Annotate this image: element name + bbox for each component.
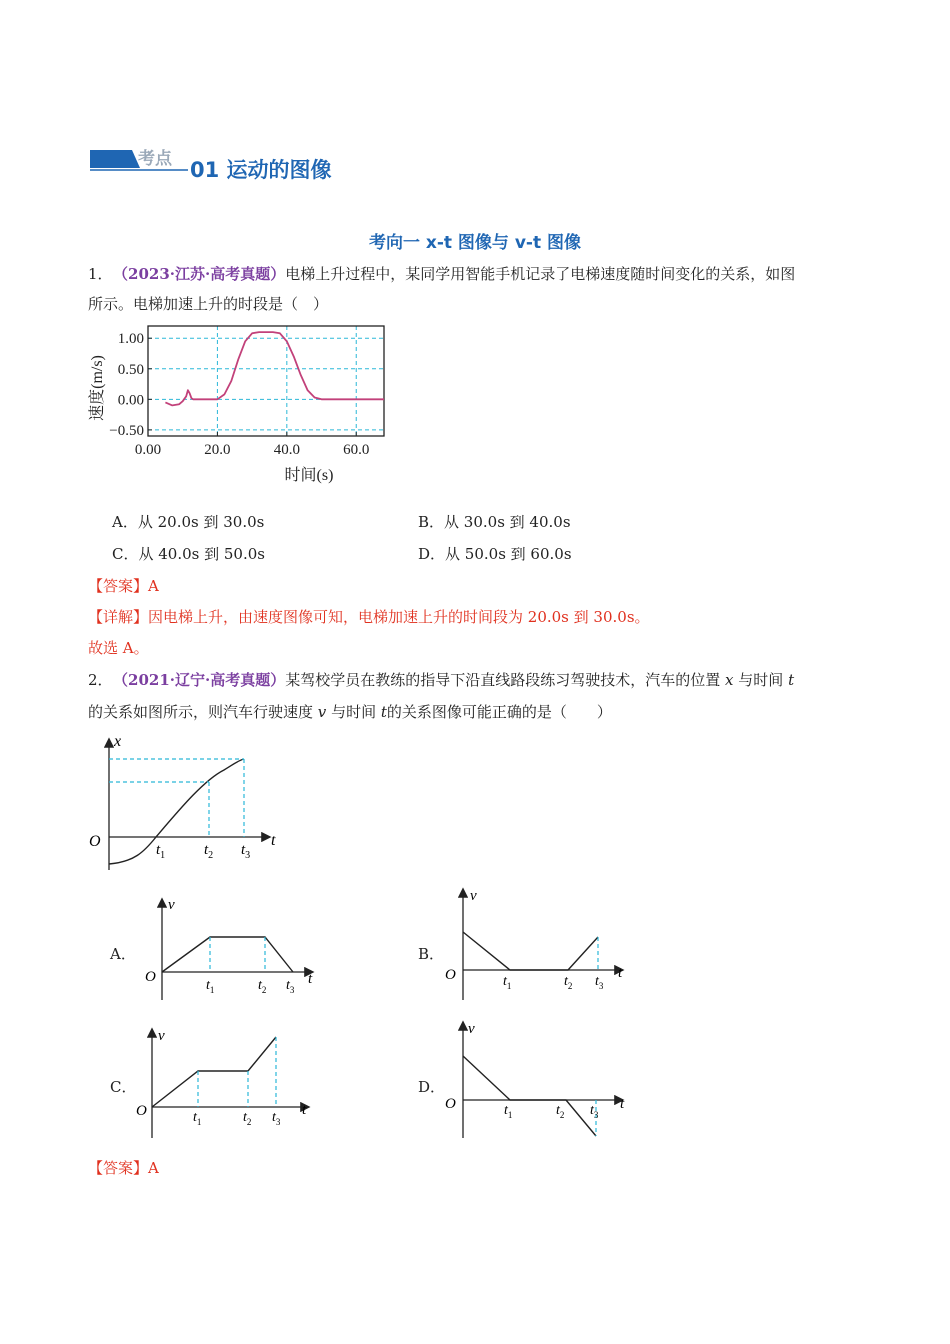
x-t-curve bbox=[109, 759, 244, 864]
q1-option-b[interactable]: B．从 30.0s 到 40.0s bbox=[418, 513, 571, 531]
origin-label: O bbox=[145, 969, 156, 985]
q2-stem-text: 的关系图像可能正确的是（ ） bbox=[386, 703, 612, 721]
tick-t3: $t_3$ bbox=[286, 978, 295, 995]
q1-detail-text: 因电梯上升，由速度图像可知，电梯加速上升的时间段为 20.0s 到 30.0s。 bbox=[148, 608, 650, 626]
tick-t1: $t_1$ bbox=[504, 1103, 513, 1120]
chart-xlabel: 时间(s) bbox=[284, 467, 334, 484]
q2-var-t: t bbox=[788, 671, 795, 689]
q2-stem-text: 与时间 bbox=[331, 703, 377, 721]
tick-t2: $t_2$ bbox=[258, 978, 267, 995]
q2-option-d-graph[interactable] bbox=[440, 1018, 635, 1143]
q2-source: （2021·辽宁·高考真题） bbox=[120, 671, 286, 689]
q2-line2 bbox=[88, 701, 612, 723]
chart-x-tick-label: 0.00 bbox=[134, 442, 162, 458]
q1-stem-line1: 电梯上升过程中，某同学用智能手机记录了电梯速度随时间变化的关系，如图 bbox=[285, 265, 796, 283]
tick-t2: $t_2$ bbox=[204, 842, 214, 861]
q1-velocity-chart bbox=[84, 318, 394, 488]
q2-option-d-label[interactable]: D． bbox=[418, 1078, 446, 1096]
q1-line1 bbox=[88, 263, 795, 285]
tick-t2: $t_2$ bbox=[564, 974, 573, 991]
q2-position-time-graph bbox=[84, 730, 294, 875]
axis-label-x: x bbox=[114, 733, 122, 750]
q1-conclusion: 故选 A。 bbox=[88, 639, 149, 657]
tick-t1: $t_1$ bbox=[156, 842, 166, 861]
q2-var-t: t bbox=[380, 703, 387, 721]
origin-label: O bbox=[445, 967, 456, 983]
origin-label: O bbox=[445, 1096, 456, 1112]
tick-t3: $t_3$ bbox=[595, 974, 604, 991]
axis-label-v: v bbox=[158, 1028, 165, 1044]
axis-label-t: t bbox=[308, 971, 313, 987]
q2-answer: 【答案】A bbox=[88, 1159, 159, 1177]
q2-option-c-graph[interactable] bbox=[130, 1025, 320, 1143]
section-tag-banner bbox=[88, 146, 192, 172]
v-t-line bbox=[463, 932, 598, 970]
q1-stem-line2: 所示。电梯加速上升的时段是（ ） bbox=[88, 295, 329, 313]
chart-y-tick-label: 0.50 bbox=[117, 361, 144, 378]
q2-option-b-graph[interactable] bbox=[440, 885, 635, 1005]
origin-label: O bbox=[89, 833, 101, 850]
q2-line1 bbox=[88, 669, 794, 691]
axis-label-v: v bbox=[470, 888, 477, 904]
axis-label-t: t bbox=[302, 1102, 307, 1118]
q2-var-v: v bbox=[317, 703, 327, 721]
subsection-title: 考向一 x-t 图像与 v-t 图像 bbox=[368, 233, 582, 253]
chart-y-tick-label: −0.50 bbox=[109, 422, 144, 439]
tick-t3: $t_3$ bbox=[272, 1110, 281, 1127]
q1-detail-label: 【详解】 bbox=[88, 608, 149, 626]
q2-option-c-label[interactable]: C． bbox=[110, 1078, 137, 1096]
tick-t3: $t_3$ bbox=[590, 1103, 599, 1120]
axis-label-t: t bbox=[271, 832, 276, 849]
q2-option-b-label[interactable]: B． bbox=[418, 945, 445, 963]
q2-stem-text: 与时间 bbox=[738, 671, 784, 689]
chart-x-tick-label: 40.0 bbox=[273, 442, 300, 458]
q1-number: 1． bbox=[88, 265, 113, 283]
q2-stem-text: 的关系如图所示，则汽车行驶速度 bbox=[88, 703, 314, 721]
chart-y-tick-label: 1.00 bbox=[117, 331, 144, 348]
q1-source: （2023·江苏·高考真题） bbox=[120, 265, 286, 283]
q1-option-c[interactable]: C．从 40.0s 到 50.0s bbox=[112, 545, 265, 563]
q1-option-d[interactable]: D．从 50.0s 到 60.0s bbox=[418, 545, 572, 563]
v-t-line bbox=[152, 1037, 276, 1107]
chart-x-tick-label: 60.0 bbox=[343, 442, 370, 458]
section-tag-text: 考点 bbox=[138, 149, 172, 168]
q2-var-x: x bbox=[725, 671, 734, 689]
v-t-line bbox=[162, 937, 293, 972]
tick-t2: $t_2$ bbox=[556, 1103, 565, 1120]
tick-t1: $t_1$ bbox=[206, 978, 215, 995]
tick-t1: $t_1$ bbox=[503, 974, 512, 991]
q1-option-a[interactable]: A．从 20.0s 到 30.0s bbox=[112, 513, 265, 531]
chart-y-tick-label: 0.00 bbox=[117, 392, 144, 409]
tick-t3: $t_3$ bbox=[241, 842, 251, 861]
q1-answer: 【答案】A bbox=[88, 577, 159, 595]
tick-t1: $t_1$ bbox=[193, 1110, 202, 1127]
chart-x-tick-label: 20.0 bbox=[204, 442, 231, 458]
q1-detail bbox=[88, 606, 650, 628]
axis-label-t: t bbox=[620, 1096, 625, 1112]
origin-label: O bbox=[136, 1103, 147, 1119]
chart-frame bbox=[148, 326, 384, 436]
axis-label-t: t bbox=[618, 965, 623, 981]
q2-number: 2． bbox=[88, 671, 113, 689]
q2-option-a-label[interactable]: A． bbox=[110, 945, 136, 963]
axis-label-v: v bbox=[468, 1021, 475, 1037]
tick-t2: $t_2$ bbox=[243, 1110, 252, 1127]
section-title: 01 运动的图像 bbox=[190, 158, 332, 182]
v-t-line bbox=[463, 1056, 596, 1136]
q2-stem-text: 某驾校学员在教练的指导下沿直线路段练习驾驶技术，汽车的位置 bbox=[285, 671, 721, 689]
axis-label-v: v bbox=[168, 897, 175, 913]
q2-option-a-graph[interactable] bbox=[140, 895, 325, 1005]
chart-ylabel: 速度(m/s) bbox=[89, 355, 106, 421]
